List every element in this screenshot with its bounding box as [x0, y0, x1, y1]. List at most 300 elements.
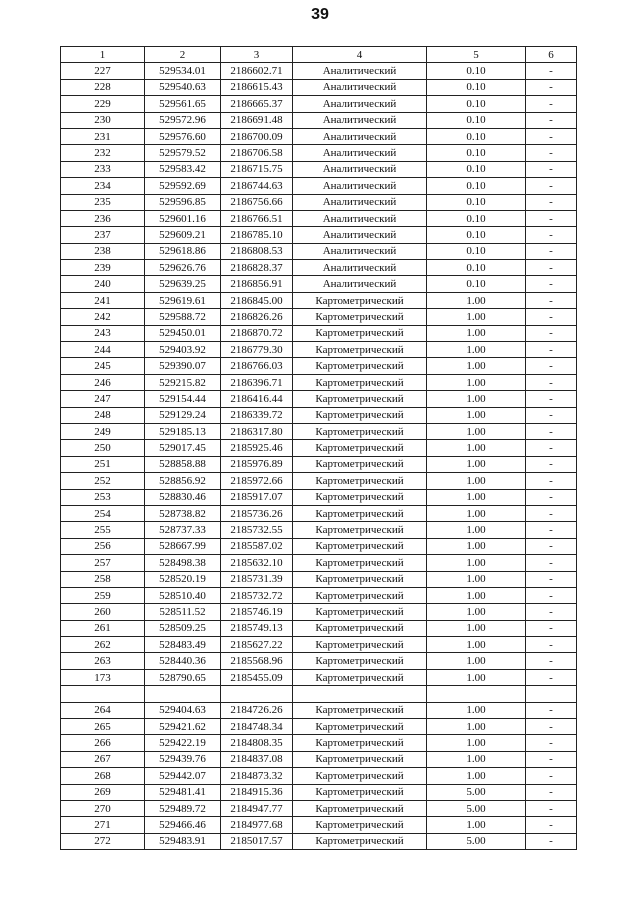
cell-method: Картометрический	[293, 571, 427, 587]
cell-note: -	[526, 571, 577, 587]
table-row	[61, 620, 577, 636]
cell-y-coordinate: 2186828.37	[221, 260, 293, 276]
cell-x-coordinate: 529561.65	[145, 96, 221, 112]
cell-x-coordinate: 528520.19	[145, 571, 221, 587]
cell-note: -	[526, 260, 577, 276]
cell-y-coordinate: 2186808.53	[221, 243, 293, 259]
cell-accuracy: 0.10	[427, 227, 526, 243]
cell-note: -	[526, 833, 577, 849]
page-number: 39	[311, 6, 329, 23]
table-row	[61, 489, 577, 505]
table-row	[61, 178, 577, 194]
cell-note	[526, 686, 577, 702]
cell-note: -	[526, 79, 577, 95]
cell-note: -	[526, 325, 577, 341]
cell-point-number: 233	[61, 161, 145, 177]
cell-y-coordinate: 2186856.91	[221, 276, 293, 292]
cell-y-coordinate: 2185732.55	[221, 522, 293, 538]
cell-point-number: 227	[61, 63, 145, 79]
cell-note: -	[526, 604, 577, 620]
cell-point-number: 229	[61, 96, 145, 112]
table-row	[61, 358, 577, 374]
table-row	[61, 423, 577, 439]
cell-note: -	[526, 768, 577, 784]
cell-accuracy: 0.10	[427, 145, 526, 161]
cell-method: Картометрический	[293, 800, 427, 816]
table-row	[61, 784, 577, 800]
cell-method: Картометрический	[293, 751, 427, 767]
cell-x-coordinate: 529129.24	[145, 407, 221, 423]
table-row	[61, 637, 577, 653]
cell-x-coordinate: 529588.72	[145, 309, 221, 325]
cell-y-coordinate: 2186826.26	[221, 309, 293, 325]
cell-point-number: 239	[61, 260, 145, 276]
cell-accuracy: 5.00	[427, 784, 526, 800]
cell-method: Аналитический	[293, 79, 427, 95]
cell-method: Картометрический	[293, 423, 427, 439]
cell-accuracy: 1.00	[427, 522, 526, 538]
cell-method: Картометрический	[293, 342, 427, 358]
cell-method: Картометрический	[293, 555, 427, 571]
cell-x-coordinate: 528509.25	[145, 620, 221, 636]
cell-x-coordinate: 529583.42	[145, 161, 221, 177]
cell-y-coordinate: 2184915.36	[221, 784, 293, 800]
table-row	[61, 571, 577, 587]
cell-accuracy: 1.00	[427, 768, 526, 784]
cell-method: Картометрический	[293, 669, 427, 685]
cell-note: -	[526, 342, 577, 358]
cell-method: Аналитический	[293, 260, 427, 276]
cell-point-number: 237	[61, 227, 145, 243]
cell-method: Картометрический	[293, 620, 427, 636]
table-body	[61, 63, 577, 850]
cell-point-number: 271	[61, 817, 145, 833]
cell-method: Картометрический	[293, 407, 427, 423]
cell-y-coordinate: 2186766.03	[221, 358, 293, 374]
table-row	[61, 669, 577, 685]
cell-x-coordinate: 529609.21	[145, 227, 221, 243]
cell-x-coordinate: 528498.38	[145, 555, 221, 571]
cell-accuracy: 5.00	[427, 800, 526, 816]
cell-accuracy: 1.00	[427, 702, 526, 718]
cell-method: Картометрический	[293, 735, 427, 751]
cell-method: Аналитический	[293, 227, 427, 243]
cell-y-coordinate: 2184748.34	[221, 719, 293, 735]
cell-x-coordinate: 529626.76	[145, 260, 221, 276]
table-row	[61, 833, 577, 849]
cell-y-coordinate: 2186339.72	[221, 407, 293, 423]
table-row	[61, 538, 577, 554]
cell-x-coordinate: 529576.60	[145, 128, 221, 144]
column-header: 4	[293, 47, 427, 63]
table-row	[61, 653, 577, 669]
cell-y-coordinate: 2185732.72	[221, 587, 293, 603]
table-row	[61, 604, 577, 620]
table-row	[61, 374, 577, 390]
cell-y-coordinate: 2184977.68	[221, 817, 293, 833]
cell-method: Картометрический	[293, 637, 427, 653]
cell-accuracy	[427, 686, 526, 702]
cell-accuracy: 0.10	[427, 276, 526, 292]
cell-point-number: 261	[61, 620, 145, 636]
cell-x-coordinate: 529483.91	[145, 833, 221, 849]
cell-note: -	[526, 128, 577, 144]
cell-note: -	[526, 96, 577, 112]
cell-method: Картометрический	[293, 309, 427, 325]
cell-x-coordinate: 529185.13	[145, 423, 221, 439]
cell-x-coordinate: 529421.62	[145, 719, 221, 735]
cell-x-coordinate: 528440.36	[145, 653, 221, 669]
table-row	[61, 686, 577, 702]
cell-accuracy: 1.00	[427, 456, 526, 472]
cell-y-coordinate: 2186785.10	[221, 227, 293, 243]
cell-point-number: 247	[61, 391, 145, 407]
table-row	[61, 768, 577, 784]
cell-note: -	[526, 800, 577, 816]
cell-point-number: 267	[61, 751, 145, 767]
cell-note: -	[526, 702, 577, 718]
cell-point-number: 236	[61, 210, 145, 226]
cell-method: Аналитический	[293, 63, 427, 79]
cell-y-coordinate: 2184726.26	[221, 702, 293, 718]
table-row	[61, 292, 577, 308]
table-row	[61, 309, 577, 325]
cell-accuracy: 0.10	[427, 161, 526, 177]
cell-x-coordinate: 529489.72	[145, 800, 221, 816]
cell-y-coordinate	[221, 686, 293, 702]
cell-point-number: 265	[61, 719, 145, 735]
cell-method: Картометрический	[293, 391, 427, 407]
cell-method: Картометрический	[293, 505, 427, 521]
cell-accuracy: 1.00	[427, 309, 526, 325]
cell-method: Аналитический	[293, 128, 427, 144]
cell-note: -	[526, 292, 577, 308]
cell-accuracy: 0.10	[427, 96, 526, 112]
cell-method: Картометрический	[293, 292, 427, 308]
cell-x-coordinate: 529579.52	[145, 145, 221, 161]
cell-y-coordinate: 2185627.22	[221, 637, 293, 653]
cell-x-coordinate: 528856.92	[145, 473, 221, 489]
table-row	[61, 456, 577, 472]
cell-x-coordinate: 528510.40	[145, 587, 221, 603]
column-header: 3	[221, 47, 293, 63]
cell-note: -	[526, 473, 577, 489]
cell-accuracy: 1.00	[427, 735, 526, 751]
cell-point-number: 250	[61, 440, 145, 456]
table-row	[61, 391, 577, 407]
cell-x-coordinate: 529450.01	[145, 325, 221, 341]
cell-point-number: 255	[61, 522, 145, 538]
cell-y-coordinate: 2186396.71	[221, 374, 293, 390]
cell-x-coordinate: 528511.52	[145, 604, 221, 620]
cell-y-coordinate: 2185017.57	[221, 833, 293, 849]
cell-x-coordinate: 529403.92	[145, 342, 221, 358]
table-row	[61, 587, 577, 603]
cell-accuracy: 1.00	[427, 358, 526, 374]
cell-x-coordinate: 528667.99	[145, 538, 221, 554]
cell-point-number: 253	[61, 489, 145, 505]
cell-point-number	[61, 686, 145, 702]
cell-y-coordinate: 2184837.08	[221, 751, 293, 767]
cell-accuracy: 1.00	[427, 292, 526, 308]
cell-y-coordinate: 2185455.09	[221, 669, 293, 685]
cell-accuracy: 1.00	[427, 407, 526, 423]
cell-x-coordinate: 528858.88	[145, 456, 221, 472]
cell-x-coordinate: 528737.33	[145, 522, 221, 538]
cell-x-coordinate: 529619.61	[145, 292, 221, 308]
cell-accuracy: 1.00	[427, 325, 526, 341]
cell-point-number: 268	[61, 768, 145, 784]
cell-y-coordinate: 2186700.09	[221, 128, 293, 144]
cell-point-number: 272	[61, 833, 145, 849]
cell-accuracy: 1.00	[427, 391, 526, 407]
cell-note: -	[526, 719, 577, 735]
cell-note: -	[526, 817, 577, 833]
cell-note: -	[526, 784, 577, 800]
cell-y-coordinate: 2186665.37	[221, 96, 293, 112]
cell-note: -	[526, 440, 577, 456]
cell-x-coordinate: 529404.63	[145, 702, 221, 718]
cell-note: -	[526, 276, 577, 292]
cell-x-coordinate: 528483.49	[145, 637, 221, 653]
cell-accuracy: 1.00	[427, 423, 526, 439]
table-row	[61, 260, 577, 276]
table-row	[61, 342, 577, 358]
cell-method: Картометрический	[293, 473, 427, 489]
cell-accuracy: 1.00	[427, 653, 526, 669]
cell-point-number: 249	[61, 423, 145, 439]
cell-note: -	[526, 194, 577, 210]
cell-point-number: 260	[61, 604, 145, 620]
cell-point-number: 270	[61, 800, 145, 816]
cell-x-coordinate: 529592.69	[145, 178, 221, 194]
cell-note: -	[526, 522, 577, 538]
cell-note: -	[526, 145, 577, 161]
cell-note: -	[526, 243, 577, 259]
cell-method: Картометрический	[293, 456, 427, 472]
cell-y-coordinate: 2186870.72	[221, 325, 293, 341]
cell-method: Картометрический	[293, 440, 427, 456]
cell-y-coordinate: 2184947.77	[221, 800, 293, 816]
cell-accuracy: 0.10	[427, 210, 526, 226]
table-row	[61, 194, 577, 210]
cell-y-coordinate: 2185731.39	[221, 571, 293, 587]
cell-point-number: 256	[61, 538, 145, 554]
cell-point-number: 234	[61, 178, 145, 194]
cell-method: Картометрический	[293, 604, 427, 620]
cell-note: -	[526, 112, 577, 128]
cell-accuracy: 1.00	[427, 620, 526, 636]
cell-accuracy: 0.10	[427, 243, 526, 259]
cell-note: -	[526, 489, 577, 505]
cell-point-number: 241	[61, 292, 145, 308]
cell-y-coordinate: 2185736.26	[221, 505, 293, 521]
cell-x-coordinate: 529534.01	[145, 63, 221, 79]
cell-y-coordinate: 2185925.46	[221, 440, 293, 456]
cell-note: -	[526, 538, 577, 554]
cell-note: -	[526, 423, 577, 439]
column-header: 2	[145, 47, 221, 63]
table-row	[61, 112, 577, 128]
cell-x-coordinate: 529422.19	[145, 735, 221, 751]
cell-point-number: 252	[61, 473, 145, 489]
cell-note: -	[526, 309, 577, 325]
cell-method: Аналитический	[293, 112, 427, 128]
cell-x-coordinate: 529439.76	[145, 751, 221, 767]
table-row	[61, 276, 577, 292]
cell-x-coordinate: 529481.41	[145, 784, 221, 800]
cell-x-coordinate: 528830.46	[145, 489, 221, 505]
cell-note: -	[526, 374, 577, 390]
column-header: 1	[61, 47, 145, 63]
cell-y-coordinate: 2186756.66	[221, 194, 293, 210]
cell-y-coordinate: 2185917.07	[221, 489, 293, 505]
table-row	[61, 522, 577, 538]
cell-accuracy: 0.10	[427, 128, 526, 144]
cell-method: Картометрический	[293, 358, 427, 374]
cell-method: Аналитический	[293, 210, 427, 226]
cell-y-coordinate: 2184808.35	[221, 735, 293, 751]
cell-note: -	[526, 505, 577, 521]
cell-method	[293, 686, 427, 702]
cell-x-coordinate: 529215.82	[145, 374, 221, 390]
cell-y-coordinate: 2185976.89	[221, 456, 293, 472]
cell-point-number: 264	[61, 702, 145, 718]
cell-x-coordinate: 529540.63	[145, 79, 221, 95]
cell-method: Картометрический	[293, 374, 427, 390]
table-row	[61, 505, 577, 521]
cell-y-coordinate: 2184873.32	[221, 768, 293, 784]
cell-x-coordinate: 529390.07	[145, 358, 221, 374]
cell-method: Картометрический	[293, 833, 427, 849]
cell-point-number: 231	[61, 128, 145, 144]
cell-accuracy: 1.00	[427, 751, 526, 767]
cell-y-coordinate: 2186766.51	[221, 210, 293, 226]
cell-accuracy: 0.10	[427, 79, 526, 95]
cell-x-coordinate: 529572.96	[145, 112, 221, 128]
cell-method: Картометрический	[293, 489, 427, 505]
cell-y-coordinate: 2186715.75	[221, 161, 293, 177]
table-row	[61, 161, 577, 177]
cell-method: Картометрический	[293, 653, 427, 669]
cell-accuracy: 1.00	[427, 473, 526, 489]
cell-point-number: 235	[61, 194, 145, 210]
table-row	[61, 63, 577, 79]
cell-accuracy: 1.00	[427, 571, 526, 587]
cell-note: -	[526, 555, 577, 571]
cell-point-number: 248	[61, 407, 145, 423]
cell-y-coordinate: 2186779.30	[221, 342, 293, 358]
cell-accuracy: 1.00	[427, 489, 526, 505]
cell-x-coordinate: 529154.44	[145, 391, 221, 407]
cell-point-number: 242	[61, 309, 145, 325]
table-row	[61, 96, 577, 112]
cell-method: Картометрический	[293, 784, 427, 800]
cell-method: Картометрический	[293, 768, 427, 784]
cell-x-coordinate	[145, 686, 221, 702]
cell-note: -	[526, 161, 577, 177]
cell-note: -	[526, 210, 577, 226]
table-row	[61, 79, 577, 95]
table-row	[61, 243, 577, 259]
cell-note: -	[526, 178, 577, 194]
table-row	[61, 735, 577, 751]
cell-accuracy: 1.00	[427, 538, 526, 554]
cell-point-number: 173	[61, 669, 145, 685]
cell-y-coordinate: 2186602.71	[221, 63, 293, 79]
cell-x-coordinate: 529442.07	[145, 768, 221, 784]
cell-x-coordinate: 529017.45	[145, 440, 221, 456]
cell-x-coordinate: 529601.16	[145, 210, 221, 226]
cell-accuracy: 0.10	[427, 112, 526, 128]
cell-accuracy: 5.00	[427, 833, 526, 849]
cell-point-number: 257	[61, 555, 145, 571]
table-row	[61, 227, 577, 243]
cell-point-number: 259	[61, 587, 145, 603]
cell-accuracy: 1.00	[427, 342, 526, 358]
cell-accuracy: 1.00	[427, 374, 526, 390]
cell-accuracy: 0.10	[427, 260, 526, 276]
cell-method: Картометрический	[293, 325, 427, 341]
cell-note: -	[526, 751, 577, 767]
cell-note: -	[526, 669, 577, 685]
cell-method: Аналитический	[293, 243, 427, 259]
cell-x-coordinate: 529618.86	[145, 243, 221, 259]
cell-method: Картометрический	[293, 719, 427, 735]
table-row	[61, 800, 577, 816]
cell-note: -	[526, 358, 577, 374]
cell-point-number: 263	[61, 653, 145, 669]
cell-y-coordinate: 2185632.10	[221, 555, 293, 571]
cell-accuracy: 1.00	[427, 669, 526, 685]
cell-note: -	[526, 456, 577, 472]
cell-method: Картометрический	[293, 522, 427, 538]
table-row	[61, 128, 577, 144]
column-header: 6	[526, 47, 577, 63]
cell-method: Аналитический	[293, 96, 427, 112]
cell-y-coordinate: 2185972.66	[221, 473, 293, 489]
cell-point-number: 246	[61, 374, 145, 390]
cell-accuracy: 0.10	[427, 63, 526, 79]
cell-accuracy: 0.10	[427, 194, 526, 210]
cell-y-coordinate: 2186744.63	[221, 178, 293, 194]
cell-method: Аналитический	[293, 194, 427, 210]
cell-y-coordinate: 2185587.02	[221, 538, 293, 554]
cell-method: Картометрический	[293, 817, 427, 833]
table-row	[61, 440, 577, 456]
cell-point-number: 240	[61, 276, 145, 292]
cell-point-number: 243	[61, 325, 145, 341]
cell-y-coordinate: 2186845.00	[221, 292, 293, 308]
cell-point-number: 266	[61, 735, 145, 751]
cell-accuracy: 1.00	[427, 719, 526, 735]
table-row	[61, 702, 577, 718]
column-header: 5	[427, 47, 526, 63]
cell-method: Аналитический	[293, 145, 427, 161]
table-row	[61, 719, 577, 735]
cell-note: -	[526, 587, 577, 603]
cell-note: -	[526, 620, 577, 636]
cell-note: -	[526, 407, 577, 423]
cell-point-number: 230	[61, 112, 145, 128]
cell-y-coordinate: 2185746.19	[221, 604, 293, 620]
table-row	[61, 210, 577, 226]
cell-method: Аналитический	[293, 161, 427, 177]
cell-point-number: 258	[61, 571, 145, 587]
table-row	[61, 473, 577, 489]
cell-accuracy: 1.00	[427, 587, 526, 603]
table-row	[61, 407, 577, 423]
